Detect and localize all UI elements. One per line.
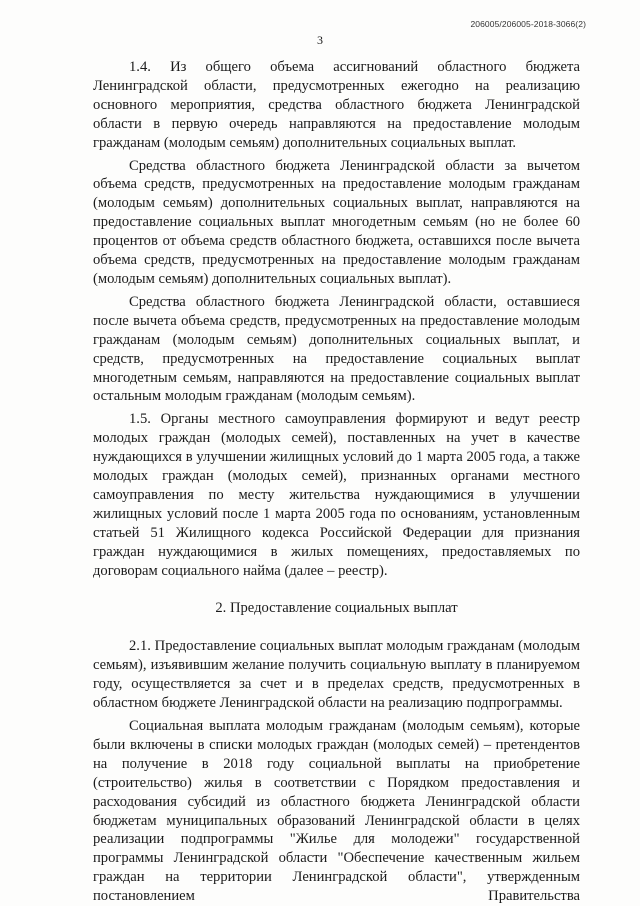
paragraph-funds-remaining: Средства областного бюджета Ленинградской области, оставшиеся после вычета объема средств, предусмотренных на предоставление молодым гражданам (молодым семьям) дополнительных социальных выплат, и средств, предусмотренных на предоставление социальных выплат многодетным семьям, направляются на предоставление социальных выплат остальным молодым гражданам (молодым семьям). <box>93 293 580 405</box>
paragraph-2-1: 2.1. Предоставление социальных выплат молодым гражданам (молодым семьям), изъявившим желание получить социальную выплату в планируемом году, осуществляется за счет и в пределах средств, предусмотренных в областном бюджете Ленинградской области на реализацию подпрограммы. <box>93 638 580 712</box>
paragraph-social-payment: Социальная выплата молодым гражданам (молодым семьям), которые были включены в списки молодых граждан (молодых семей) – претендентов на получение в 2018 году социальной выплаты на приобретение (строительство) жилья в соответствии с Порядком предоставления и расходования субсидий из областного бюджета Ленинградской области бюджетам муниципальных образований Ленинградской области в целях реализации подпрограммы "Жилье для молодежи" государственной программы Ленинградской области "Обеспечение качественным жильем граждан на территории Ленинградской области", утвержденным постановлением Правительства <box>93 718 580 905</box>
document-id: 206005/206005-2018-3066(2) <box>470 19 586 29</box>
section-heading: 2. Предоставление социальных выплат <box>215 600 458 617</box>
page-number: 3 <box>317 33 323 47</box>
paragraph-1-5: 1.5. Органы местного самоуправления формируют и ведут реестр молодых граждан (молодых семей), поставленных на учет в качестве нуждающихся в улучшении жилищных условий до 1 марта 2005 года, а также молодых граждан (молодых семей), признанных органами местного самоуправления по месту жительства нуждающимися в улучшении жилищных условий после 1 марта 2005 года по основаниям, установленным статьей 51 Жилищного кодекса Российской Федерации для признания граждан нуждающимися в жилых помещениях, предоставляемых по договорам социального найма (далее – реестр). <box>93 411 580 579</box>
document-body <box>93 58 580 906</box>
paragraph-1-4: 1.4. Из общего объема ассигнований областного бюджета Ленинградской области, предусмотренных ежегодно на реализацию основного мероприятия, средства областного бюджета Ленинградской области в первую очередь направляются на предоставление молодым гражданам (молодым семьям) дополнительных социальных выплат. <box>93 59 580 151</box>
paragraph-funds-large-families: Средства областного бюджета Ленинградской области за вычетом объема средств, предусмотренных на предоставление молодым гражданам (молодым семьям) дополнительных социальных выплат, направляются на предоставление социальных выплат многодетным семьям (но не более 60 процентов от объема средств областного бюджета, оставшихся после вычета объема средств, предусмотренных на предоставление молодым гражданам (молодым семьям) дополнительных социальных выплат). <box>93 157 580 287</box>
